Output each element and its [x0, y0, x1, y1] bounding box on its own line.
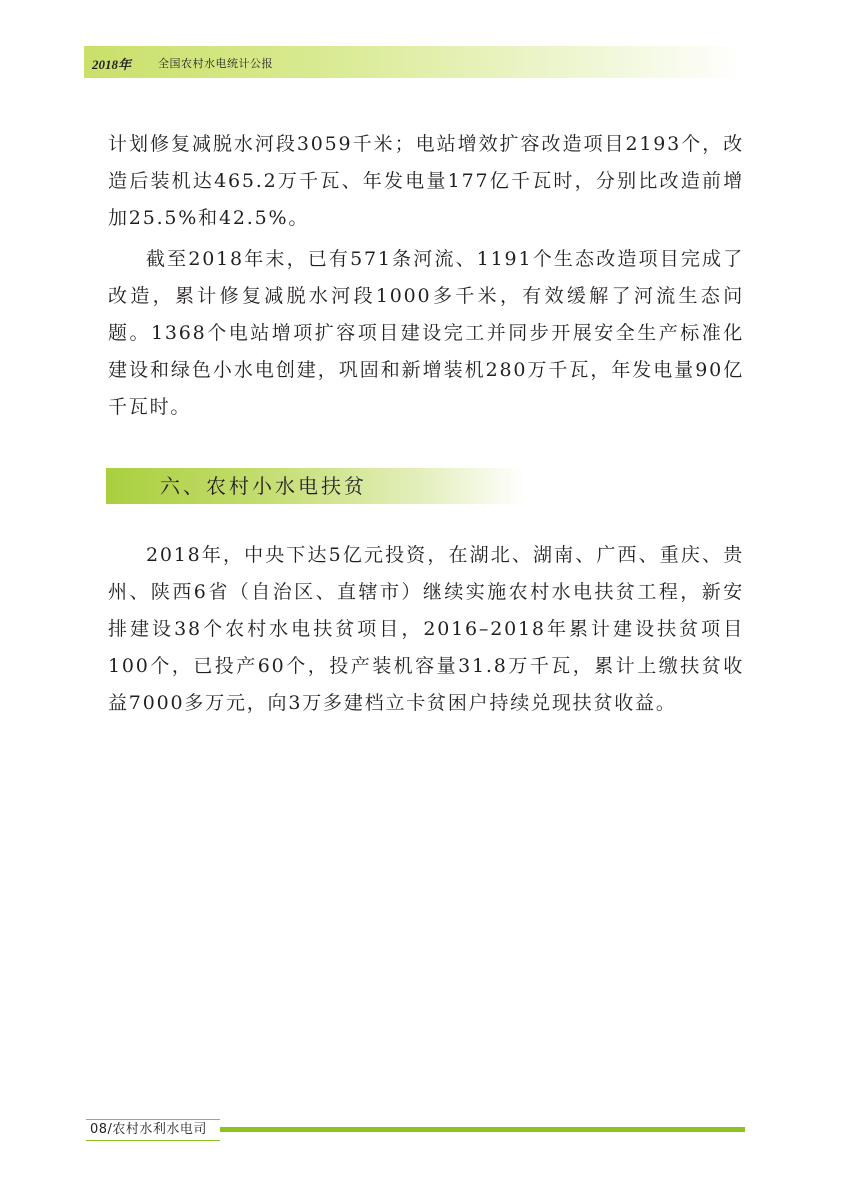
header-year: 2018年 — [92, 57, 132, 72]
header-title: 全国农村水电统计公报 — [158, 57, 273, 70]
body-paragraph-2: 截至2018年末，已有571条河流、1191个生态改造项目完成了改造，累计修复减脱水河段1000多千米，有效缓解了河流生态问题。1368个电站增项扩容项目建设完工并同步开展安全生产标准化建设和绿色小水电创建，巩固和新增装机280万千瓦，年发电量90亿千瓦时。 — [108, 248, 744, 418]
section-heading: 六、农村小水电扶贫 — [160, 474, 367, 498]
footer-page-label: 08/农村水利水电司 — [90, 1122, 207, 1137]
section-paragraph: 2018年，中央下达5亿元投资，在湖北、湖南、广西、重庆、贵州、陕西6省（自治区、直辖市）继续实施农村水电扶贫工程，新安排建设38个农村水电扶贫项目，2016–2018年累计建设扶贫项目100个，已投产60个，投产装机容量31.8万千瓦，累计上缴扶贫收益7000多万元，向3万多建档立卡贫困户持续兑现扶贫收益。 — [108, 544, 744, 714]
body-paragraph-1: 计划修复减脱水河段3059千米；电站增效扩容改造项目2193个，改造后装机达465.2万千瓦、年发电量177亿千瓦时，分别比改造前增加25.5%和42.5%。 — [108, 133, 744, 229]
footer-rule — [220, 1127, 745, 1132]
